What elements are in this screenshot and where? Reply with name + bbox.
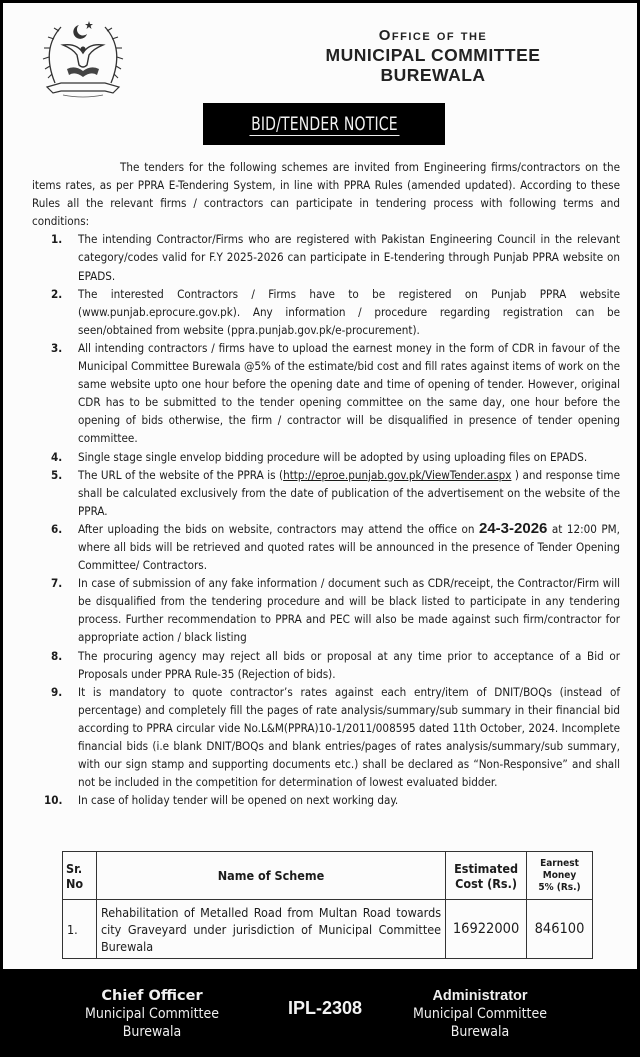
term-text: at 12:00 PM, where all bids will be retrieved and quoted rates will be announced in the presence of Tender Opening Committee/ Contractors. (78, 521, 620, 573)
signatory-administrator (380, 987, 580, 1041)
cell-earnest-money: 846100 (527, 900, 593, 959)
office-heading (273, 27, 593, 85)
term-text: In case of holiday tender will be opened on next working day. (78, 793, 399, 808)
notice-title: BID/TENDER NOTICE (250, 112, 398, 135)
term-number: 6. (51, 521, 63, 536)
office-line-3: BUREWALA (380, 65, 486, 85)
term-text: The URL of the website of the PPRA is ( (78, 467, 284, 482)
term-item (32, 791, 620, 809)
term-number: 3. (51, 340, 63, 355)
term-number: 9. (51, 684, 63, 699)
office-line-2: MUNICIPAL COMMITTEE (325, 45, 541, 65)
term-text: The procuring agency may reject all bids or proposal at any time prior to acceptance of a Bid or Proposals under PPRA Rule-35 (Rejection of bids). (78, 648, 620, 681)
term-text: It is mandatory to quote contractor’s rates against each entry/item of DNIT/BOQs (instead of percentage) and completely fill the pages of rate analysis/summary/sub summary in their financial bid according to PPRA circular vide No.L&M(PPRA)10-1/2011/008595 dated 11th October, 2024. Incomplete financial bids (i.e blank DNIT/BOQs and blank entries/pages of rates analysis/summary/sub summary, with our sign stamp and supporting documents etc.) shall be declared as “Non-Responsive” and shall not be included in the competition for determination of lowest evaluated bidder. (78, 684, 620, 790)
term-number: 1. (51, 232, 63, 247)
term-item (32, 683, 620, 792)
signature-footer (0, 970, 640, 1057)
term-number: 2. (51, 286, 63, 301)
term-text: After uploading the bids on website, contractors may attend the office on (78, 521, 479, 536)
term-text: ) and response time shall be calculated exclusively from the date of publication of the advertisement on the website of the PPRA. (78, 467, 620, 518)
notice-page (3, 3, 637, 969)
header-scheme-name: Name of Scheme (96, 852, 445, 900)
cell-scheme-name: Rehabilitation of Metalled Road from Multan Road towards city Graveyard under jurisdiction of Municipal Committee Burewala (96, 900, 445, 959)
term-number: 8. (51, 648, 63, 663)
term-item (32, 285, 620, 339)
cell-sr-no: 1. (63, 900, 97, 959)
term-number: 10. (44, 793, 63, 808)
term-item (32, 520, 620, 574)
header-sr-no: Sr. No (63, 852, 97, 900)
signatory-role: Administrator (432, 988, 528, 1004)
government-emblem-icon (33, 13, 133, 109)
term-item (32, 230, 620, 284)
table-row (63, 900, 593, 959)
signatory-org: Municipal Committee (85, 1006, 219, 1022)
term-item (32, 574, 620, 646)
notice-body (32, 158, 620, 809)
term-item (32, 448, 620, 466)
term-item (32, 339, 620, 448)
ppra-url-link[interactable]: http://eproe.punjab.gov.pk/ViewTender.aspx (283, 467, 512, 482)
terms-list (32, 230, 620, 809)
term-item (32, 647, 620, 683)
term-text: The intending Contractor/Firms who are registered with Pakistan Engineering Council in the relevant category/codes valid for F.Y 2025-2026 can participate in E-tendering through Punjab PPRA website on EPADS. (78, 232, 620, 283)
ipl-code: IPL-2308 (287, 998, 363, 1018)
term-text: Single stage single envelop bidding procedure will be adopted by using uploading files on EPADS. (78, 449, 588, 464)
signatory-city: Burewala (450, 1024, 510, 1040)
table-header-row (63, 852, 593, 900)
header-earnest-money: Earnest Money 5% (Rs.) (527, 852, 593, 900)
signatory-city: Burewala (122, 1024, 182, 1040)
intro-paragraph: The tenders for the following schemes are invited from Engineering firms/contractors on the items rates, as per PPRA E-Tendering System, in line with PPRA Rules (amended updated). According to these Rules all the relevant firms / contractors can participate in tendering process with following terms and conditions: (32, 160, 620, 229)
cell-estimated-cost: 16922000 (446, 900, 527, 959)
term-text: In case of submission of any fake information / document such as CDR/receipt, the Contractor/Firm will be disqualified from the tendering procedure and will be black listed to participate in any tendering process. Further recommendation to PPRA and PEC will also be made against such firm/contractor for appropriate action / black listing (78, 576, 620, 645)
term-number: 7. (51, 576, 63, 591)
term-number: 5. (51, 467, 63, 482)
scheme-table (62, 851, 593, 959)
term-text: All intending contractors / firms have to upload the earnest money in the form of CDR in favour of the Municipal Committee Burewala @5% of the estimate/bid cost and fill rates against items of work on the same website upto one hour before the opening date and time of opening of tender. However, original CDR has to be submitted to the tender opening committee on the same day, one hour before the opening of bids otherwise, the firm / contractor will be disqualified in presence of tender opening committee. (78, 340, 620, 446)
header-estimated-cost: Estimated Cost (Rs.) (446, 852, 527, 900)
term-number: 4. (51, 449, 63, 464)
signatory-org: Municipal Committee (413, 1006, 547, 1022)
signatory-chief-officer (52, 987, 252, 1041)
opening-date: 24-3-2026 (479, 519, 548, 537)
office-line-1: Office of the (378, 27, 488, 44)
signatory-role: Chief Officer (101, 988, 203, 1004)
term-text: The interested Contractors / Firms have to be registered on Punjab PPRA website (www.punjab.eprocure.gov.pk). Any information / procedure regarding registration can be seen/obtained from website (ppra.punjab.gov.pk/e-procurement). (78, 286, 620, 337)
notice-title-banner (203, 103, 445, 145)
term-item (32, 466, 620, 520)
